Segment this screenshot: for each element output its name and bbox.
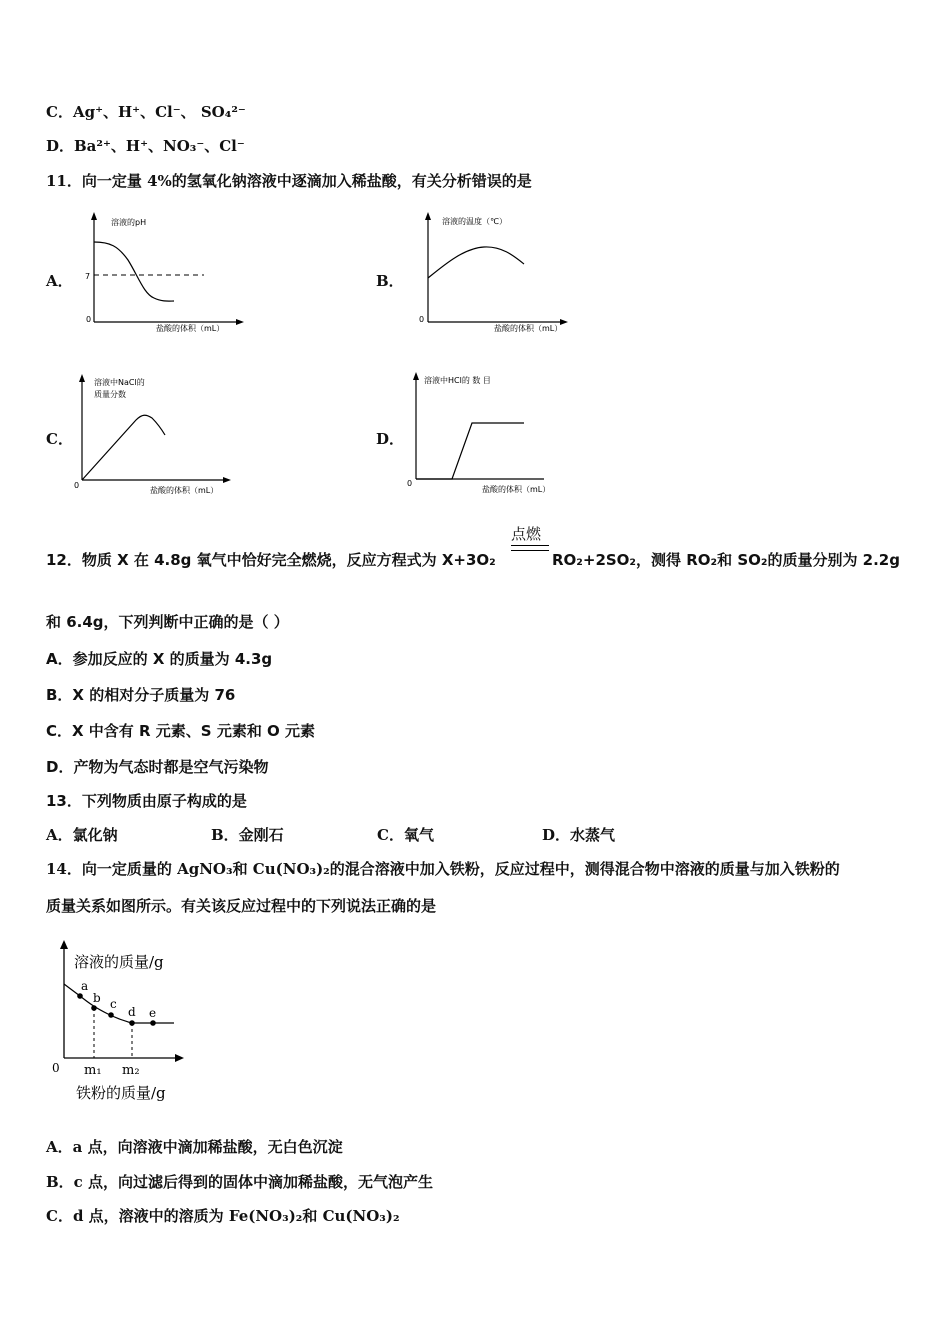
graph-c-ylabel-2: 质量分数 [94,390,126,399]
graph-c-origin: 0 [74,481,80,490]
q11-graph-c [72,372,237,497]
q12-option-b: B．X 的相对分子质量为 76 [46,686,236,704]
q14-option-c: C．d 点，溶液中的溶质为 Fe(NO₃)₂和 Cu(NO₃)₂ [46,1207,400,1225]
q12-stem-line2: 和 6.4g，下列判断中正确的是（ ） [46,613,289,631]
q14-point-d: d [128,1005,136,1019]
q14-m1: m₁ [84,1063,102,1078]
q12-option-d: D．产物为气态时都是空气污染物 [46,758,269,776]
graph-b-xlabel: 盐酸的体积（mL） [494,324,563,333]
graph-a-ylabel: 溶液的pH [111,218,147,227]
q11-option-a-letter: A． [46,272,73,290]
q11-option-d-letter: D． [376,430,405,448]
q14-point-a: a [81,979,89,993]
q11-graph-a [80,210,250,335]
q10-option-d: D．Ba²⁺、H⁺、NO₃⁻、Cl⁻ [46,137,245,155]
q11-graph-b [414,210,574,335]
graph-b-origin: 0 [419,315,425,324]
graph-b-ylabel: 溶液的温度（℃） [442,217,507,226]
q14-graph-ylabel: 溶液的质量/g [74,953,164,971]
graph-a-xlabel: 盐酸的体积（mL） [156,324,225,333]
q13-stem: 13．下列物质由原子构成的是 [46,792,247,810]
q13-option-b: B．金刚石 [211,826,284,844]
q14-point-c: c [110,997,117,1011]
q11-stem: 11．向一定量 4%的氢氧化钠溶液中逐滴加入稀盐酸，有关分析错误的是 [46,172,532,190]
q14-point-b: b [93,991,101,1005]
q11-option-c-letter: C． [46,430,73,448]
q14-graph [46,938,196,1108]
q14-stem-line1: 14．向一定质量的 AgNO₃和 Cu(NO₃)₂的混合溶液中加入铁粉，反应过程中，测得混合物中溶液的质量与加入铁粉的 [46,860,840,878]
q11-graph-d [404,370,569,495]
q14-m2: m₂ [122,1063,140,1078]
q12-condition: 点燃 [511,525,542,543]
q12-option-c: C．X 中含有 R 元素、S 元素和 O 元素 [46,722,316,740]
q12-stem-part2: RO₂+2SO₂，测得 RO₂和 SO₂的质量分别为 2.2g [552,551,900,569]
q12-equals-bar [511,545,549,551]
q14-option-a: A．a 点，向溶液中滴加稀盐酸，无白色沉淀 [46,1138,343,1156]
q12-option-a: A．参加反应的 X 的质量为 4.3g [46,650,273,668]
q14-option-b: B．c 点，向过滤后得到的固体中滴加稀盐酸，无气泡产生 [46,1173,434,1191]
graph-d-origin: 0 [407,479,413,488]
q14-stem-line2: 质量关系如图所示。有关该反应过程中的下列说法正确的是 [46,897,437,915]
q11-option-b-letter: B． [376,272,404,290]
graph-c-xlabel: 盐酸的体积（mL） [150,486,219,495]
q12-stem-part1: 12．物质 X 在 4.8g 氧气中恰好完全燃烧，反应方程式为 X+3O₂ [46,551,496,569]
q13-option-a: A．氯化钠 [46,826,118,844]
q10-option-c: C．Ag⁺、H⁺、Cl⁻、 SO₄²⁻ [46,103,246,121]
q13-option-d: D．水蒸气 [542,826,616,844]
q14-graph-xlabel: 铁粉的质量/g [76,1084,166,1102]
q14-point-e: e [149,1006,157,1020]
graph-d-xlabel: 盐酸的体积（mL） [482,485,551,494]
graph-c-ylabel-1: 溶液中NaCl的 [94,378,145,387]
q14-origin: 0 [52,1061,60,1075]
graph-d-ylabel: 溶液中HCl的 数 目 [424,376,491,385]
graph-a-mark: 7 [85,272,91,281]
q13-option-c: C．氧气 [377,826,434,844]
graph-a-origin: 0 [86,315,92,324]
